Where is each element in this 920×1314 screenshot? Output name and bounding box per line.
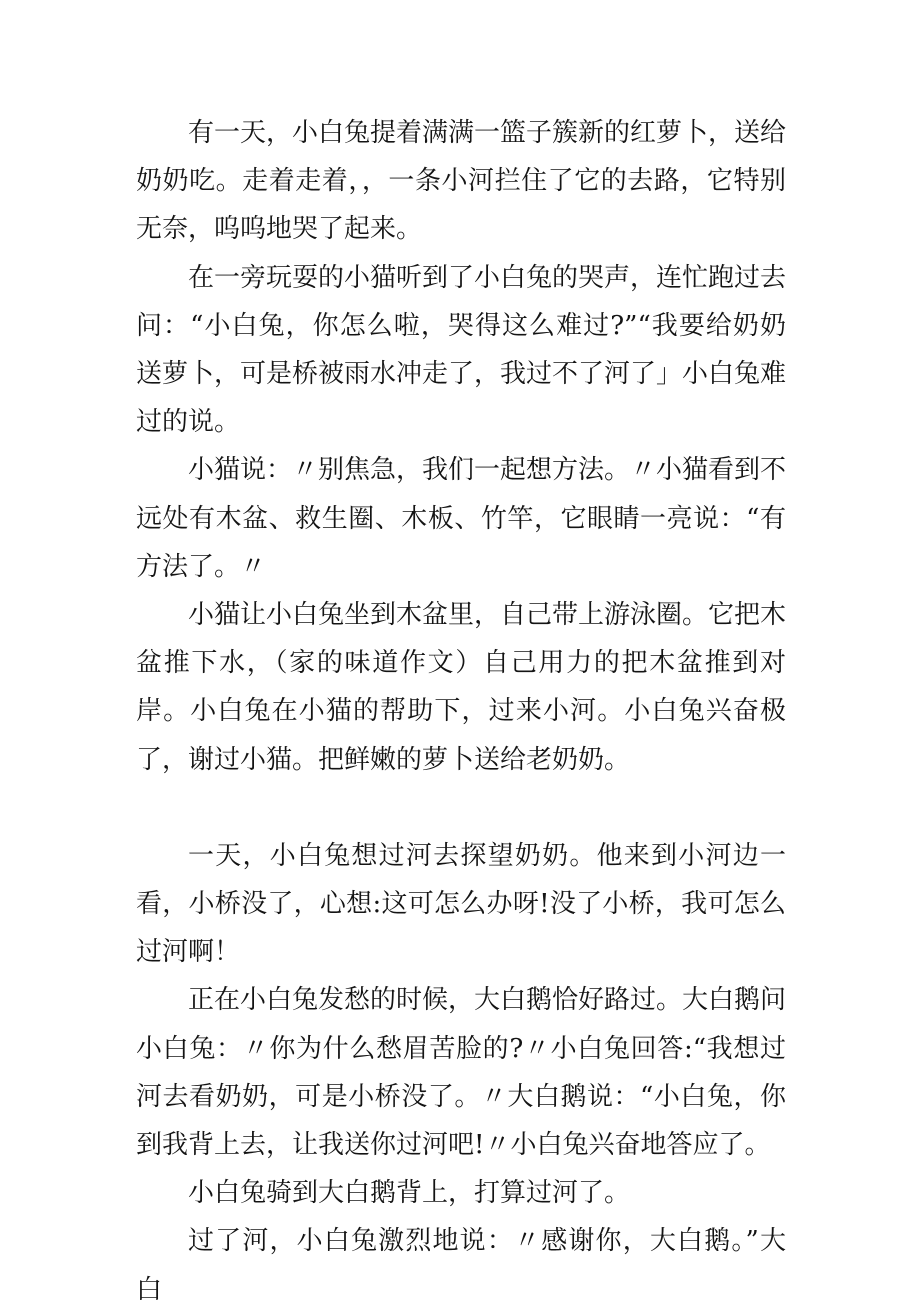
paragraph: 小猫让小白兔坐到木盆里，自己带上游泳圈。它把木盆推下水，（家的味道作文）自己用力的把木盆推到对岸。小白兔在小猫的帮助下，过来小河。小白兔兴奋极了，谢过小猫。把鲜嫩的萝卜送给老奶奶。 [136, 600, 787, 775]
document-body [136, 109, 786, 1314]
paragraph: 一天，小白兔想过河去探望奶奶。他来到小河边一看，小桥没了，心想:这可怎么办呀!没了小桥，我可怎么过河啊！ [136, 840, 786, 968]
section-break [136, 784, 786, 832]
paragraph: 有一天，小白兔提着满满一篮子簇新的红萝卜，送给奶奶吃。走着走着，，一条小河拦住了它的去路，它特别无奈，呜呜地哭了起来。 [136, 118, 787, 245]
paragraph: 正在小白兔发愁的时候，大白鹅恰好路过。大白鹅问小白兔：〃你为什么愁眉苦脸的?〃小白兔回答:“我想过河去看奶奶，可是小桥没了。〃大白鹅说：“小白兔，你到我背上去，让我送你过河吧!〃小白兔兴奋地答应了。 [136, 985, 787, 1161]
paragraph: 过了河，小白兔激烈地说：〃感谢你，大白鹅。”大白 [136, 1226, 786, 1305]
paragraph: 在一旁玩耍的小猫听到了小白兔的哭声，连忙跑过去问：“小白兔，你怎么啦，哭得这么难过?”“我要给奶奶送萝卜，可是桥被雨水冲走了，我过不了河了」小白兔难过的说。 [136, 262, 787, 438]
paragraph: 小猫说：〃别焦急，我们一起想方法。〃小猫看到不远处有木盆、救生圈、木板、竹竿，它眼睛一亮说：“有方法了。〃 [136, 455, 787, 582]
paragraph: 小白兔骑到大白鹅背上，打算过河了。 [188, 1178, 631, 1209]
